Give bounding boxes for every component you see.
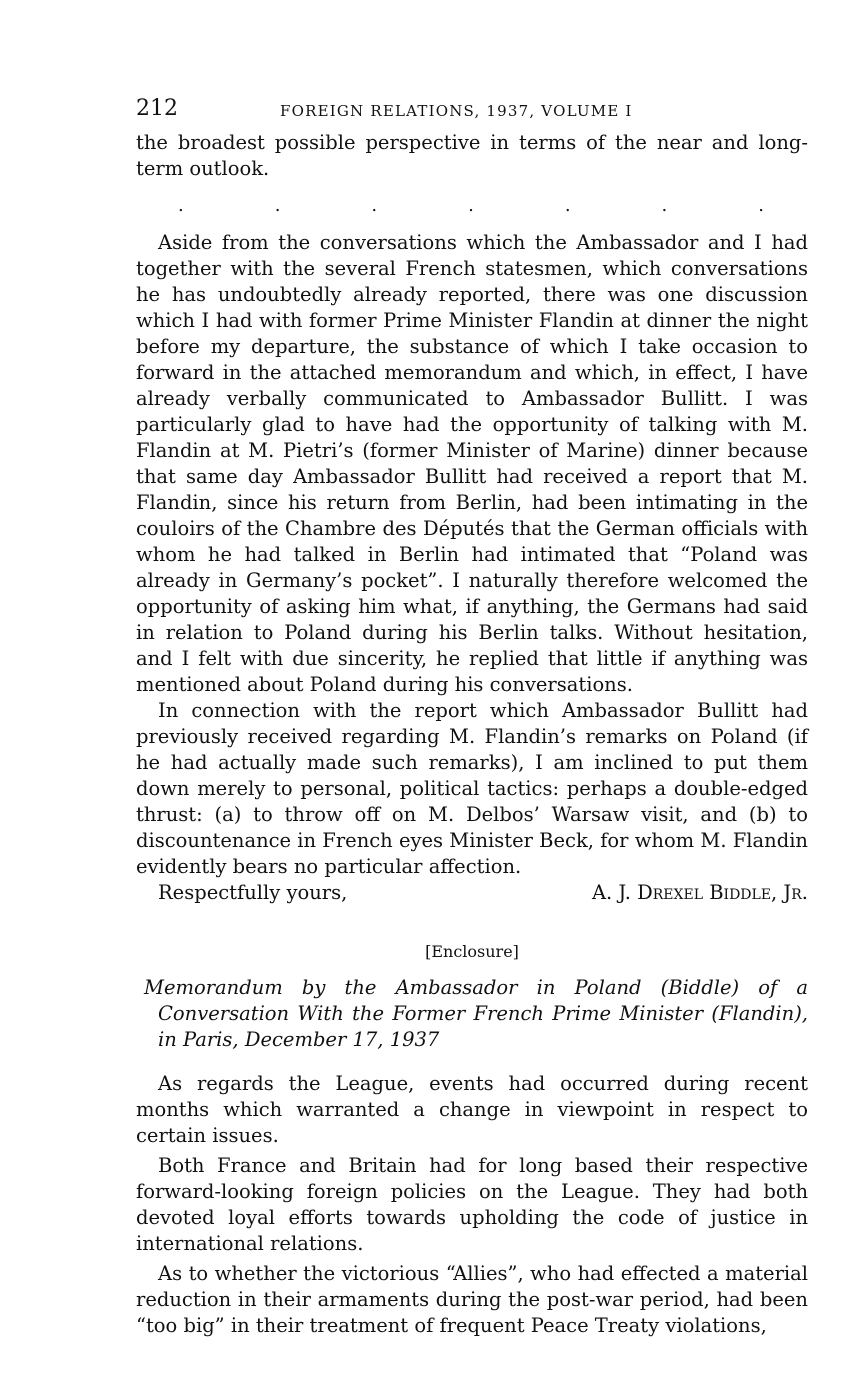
paragraph-remarks-on-poland: In connection with the report which Ambassador Bullitt had previously received regarding M. Flandin’s remarks on Poland (if he had actually made such remarks), I am inclined to put them down merely to personal, political tactics: perhaps a double-edged thrust: (a) to throw off on M. Delbos’ Warsaw visit, and (b) to discountenance in French eyes Minister Beck, for whom M. Flandin evidently bears no particular affection. (136, 699, 808, 878)
enclosure-heading: [Enclosure] (425, 942, 519, 961)
running-head (136, 96, 808, 130)
separator-dot: . (468, 194, 474, 216)
paragraph-continued: the broadest possible perspective in terms of the near and long-term outlook. (136, 131, 808, 180)
paragraph-france-britain: Both France and Britain had for long based their respective forward-looking foreign policies on the League. They had both devoted loyal efforts towards upholding the code of justice in international relations. (136, 1154, 808, 1255)
paragraph-allies: As to whether the victorious “Allies”, who had effected a material reduction in their armaments during the post-war period, had been “too big” in their treatment of frequent Peace Treaty violations, (136, 1262, 808, 1337)
separator-dot: . (564, 194, 571, 216)
page-number: 212 (136, 96, 178, 121)
separator-dot: . (661, 194, 668, 216)
paragraph-league: As regards the League, events had occurred during recent months which warranted a change in viewpoint in respect to certain issues. (136, 1072, 808, 1147)
separator-dot: . (758, 194, 764, 216)
memorandum-title: Memorandum by the Ambassador in Poland (Biddle) of a Conversation With the Former French Prime Minister (Flandin), in Paris, December 17, 1937 (144, 976, 808, 1051)
signature: A. J. Drexel Biddle, Jr. (591, 881, 808, 904)
closing-text: Respectfully yours, (158, 881, 348, 904)
paragraph-flandin-discussion: Aside from the conversations which the Ambassador and I had together with the several French statesmen, which conversations he has undoubtedly already reported, there was one discussion which I had with former Prime Minister Flandin at dinner the night before my departure, the substance of which I take occasion to forward in the attached memorandum and which, in effect, I have already verbally communicated to Ambassador Bullitt. I was particularly glad to have had the opportunity of talking with M. Flandin at M. Pietri’s (former Minister of Marine) dinner because that same day Ambassador Bullitt had received a report that M. Flandin, since his return from Berlin, had been intimating in the couloirs of the Chambre des Députés that the German officials with whom he had talked in Berlin had intimated that “Poland was already in Germany’s pocket”. I naturally therefore welcomed the opportunity of asking him what, if anything, the Germans had said in relation to Poland during his Berlin talks. Without hesitation, and I felt with due sincerity, he replied that little if anything was mentioned about Poland during his conversations. (136, 231, 808, 696)
running-head-title: FOREIGN RELATIONS, 1937, VOLUME I (280, 102, 633, 120)
signoff (136, 880, 808, 906)
document-page (136, 96, 808, 1339)
separator-dot: . (178, 194, 184, 216)
separator-dot: . (274, 194, 281, 216)
separator-dot: . (371, 194, 378, 216)
ellipsis-separator (136, 188, 808, 222)
